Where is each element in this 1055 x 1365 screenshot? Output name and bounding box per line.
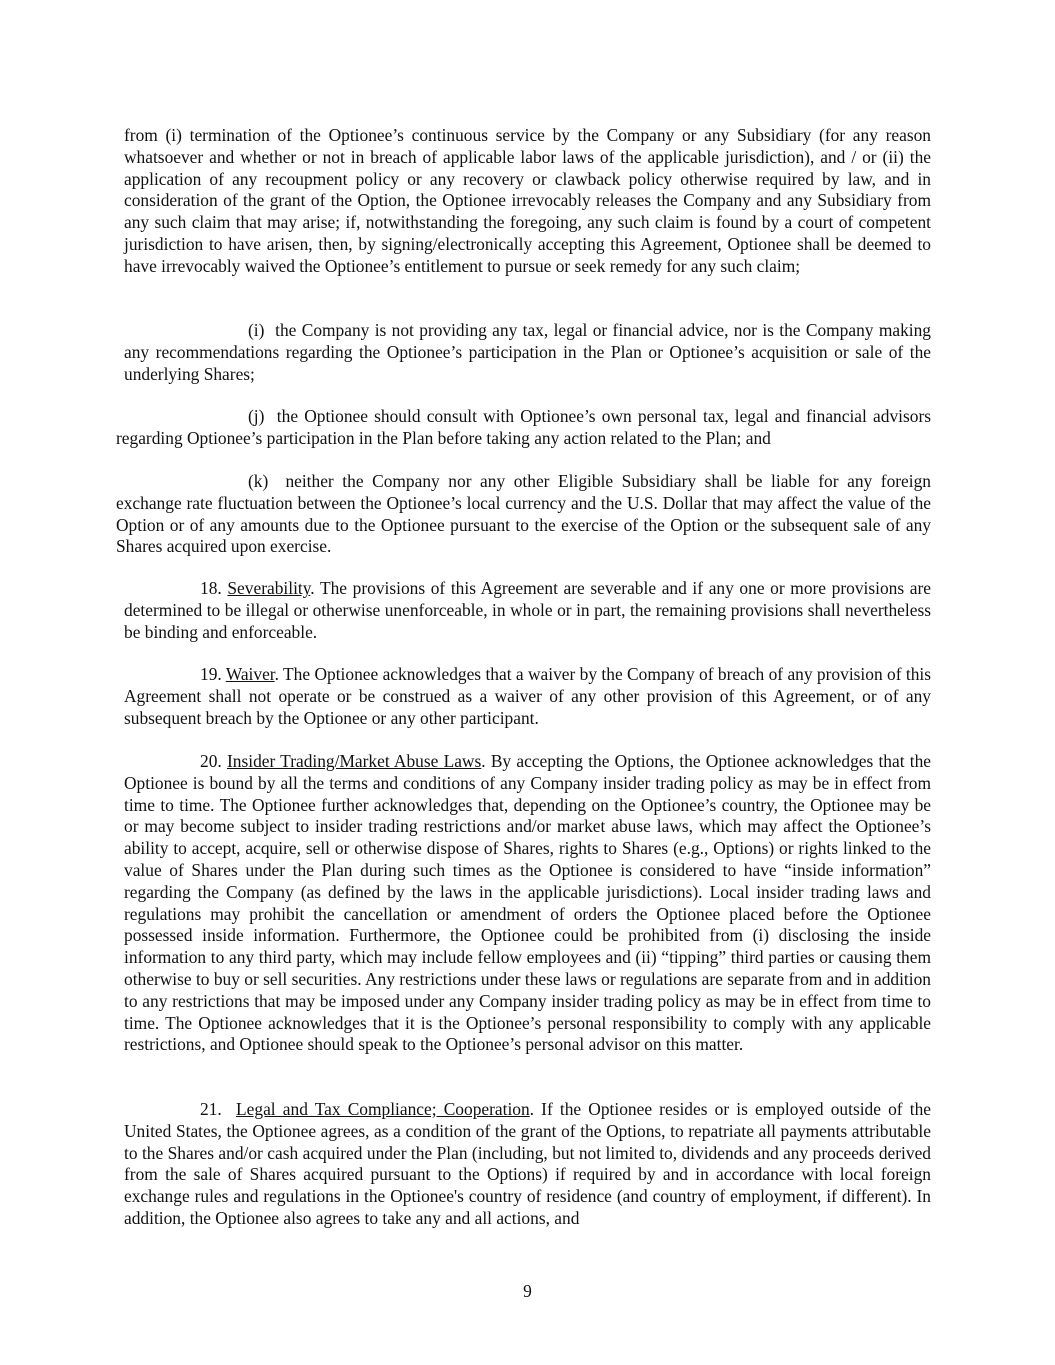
section-18-text: . The provisions of this Agreement are severable and if any one or more provisions are determined to be illegal or otherwise unenforceable, in whole or in part, the remaining provisions shall nevertheless be binding and enforceable. — [124, 578, 931, 642]
clause-k — [116, 471, 931, 558]
section-21-number: 21. — [200, 1099, 222, 1119]
clause-k-marker: (k) — [248, 471, 269, 491]
section-20-number: 20. — [200, 751, 222, 771]
section-20 — [124, 751, 931, 1056]
section-20-heading: Insider Trading/Market Abuse Laws — [226, 751, 482, 771]
clause-i-marker: (i) — [248, 320, 265, 340]
section-19-number: 19. — [200, 664, 222, 684]
section-21 — [124, 1099, 931, 1230]
section-18-number: 18. — [200, 578, 222, 598]
clause-i — [124, 320, 931, 385]
section-20-text: . By accepting the Options, the Optionee acknowledges that the Optionee is bound by all the terms and conditions of any Company insider trading policy as may be in effect from time to time. The Optionee further acknowledges that, depending on the Optionee’s country, the Optionee may be or may become subject to insider trading restrictions and/or market abuse laws, which may affect the Optionee’s ability to accept, acquire, sell or otherwise dispose of Shares, rights to Shares (e.g., Options) or rights linked to the value of Shares under the Plan during such times as the Optionee is considered to have “inside information” regarding the Company (as defined by the laws in the applicable jurisdictions). Local insider trading laws and regulations may prohibit the cancellation or amendment of orders the Optionee placed before the Optionee possessed inside information. Furthermore, the Optionee could be prohibited from (i) disclosing the inside information to any third party, which may include fellow employees and (ii) “tipping” third parties or causing them otherwise to buy or sell securities. Any restrictions under these laws or regulations are separate from and in addition to any restrictions that may be imposed under any Company insider trading policy as may be in effect from time to time. The Optionee acknowledges that it is the Optionee’s personal responsibility to comply with any applicable restrictions, and Optionee should speak to the Optionee’s personal advisor on this matter. — [124, 751, 932, 1055]
clause-j-marker: (j) — [248, 406, 265, 426]
clause-i-text: the Company is not providing any tax, legal or financial advice, nor is the Company making any recommendations regarding the Optionee’s participation in the Plan or Optionee’s acquisition or sale of the underlying Shares; — [124, 320, 931, 384]
section-19-text: . The Optionee acknowledges that a waiver by the Company of breach of any provision of this Agreement shall not operate or be construed as a waiver of any other provision of this Agreement, or of any subsequent breach by the Optionee or any other participant. — [124, 664, 931, 728]
section-18 — [124, 578, 931, 643]
section-19 — [124, 664, 931, 729]
continuation-text: from (i) termination of the Optionee’s continuous service by the Company or any Subsidiary (for any reason whatsoever and whether or not in breach of applicable labor laws of the applicable jurisdiction), and / or (ii) the application of any recoupment policy or any recovery or clawback policy otherwise required by law, and in consideration of the grant of the Option, the Optionee irrevocably releases the Company and any Subsidiary from any such claim that may arise; if, notwithstanding the foregoing, any such claim is found by a court of competent jurisdiction to have arisen, then, by signing/electronically accepting this Agreement, Optionee shall be deemed to have irrevocably waived the Optionee’s entitlement to pursue or seek remedy for any such claim; — [124, 125, 931, 276]
clause-j — [116, 406, 931, 450]
section-21-text: . If the Optionee resides or is employed outside of the United States, the Optionee agrees, as a condition of the grant of the Options, to repatriate all payments attributable to the Shares and/or cash acquired under the Plan (including, but not limited to, dividends and any proceeds derived from the sale of Shares acquired pursuant to the Options) if required by and in accordance with local foreign exchange rules and regulations in the Optionee's country of residence (and country of employment, if different). In addition, the Optionee also agrees to take any and all actions, and — [124, 1099, 931, 1228]
section-19-heading: Waiver — [225, 664, 275, 684]
clause-k-text: neither the Company nor any other Eligible Subsidiary shall be liable for any foreign exchange rate fluctuation between the Optionee’s local currency and the U.S. Dollar that may affect the value of the Option or of any amounts due to the Optionee pursuant to the exercise of the Option or the subsequent sale of any Shares acquired upon exercise. — [116, 471, 931, 557]
clause-j-text: the Optionee should consult with Optionee’s own personal tax, legal and financial advisors regarding Optionee’s participation in the Plan before taking any action related to the Plan; and — [116, 406, 932, 448]
continuation-paragraph — [124, 125, 931, 278]
section-21-heading: Legal and Tax Compliance; Cooperation — [236, 1099, 530, 1119]
page-number: 9 — [523, 1281, 532, 1301]
section-18-heading: Severability — [227, 578, 311, 598]
